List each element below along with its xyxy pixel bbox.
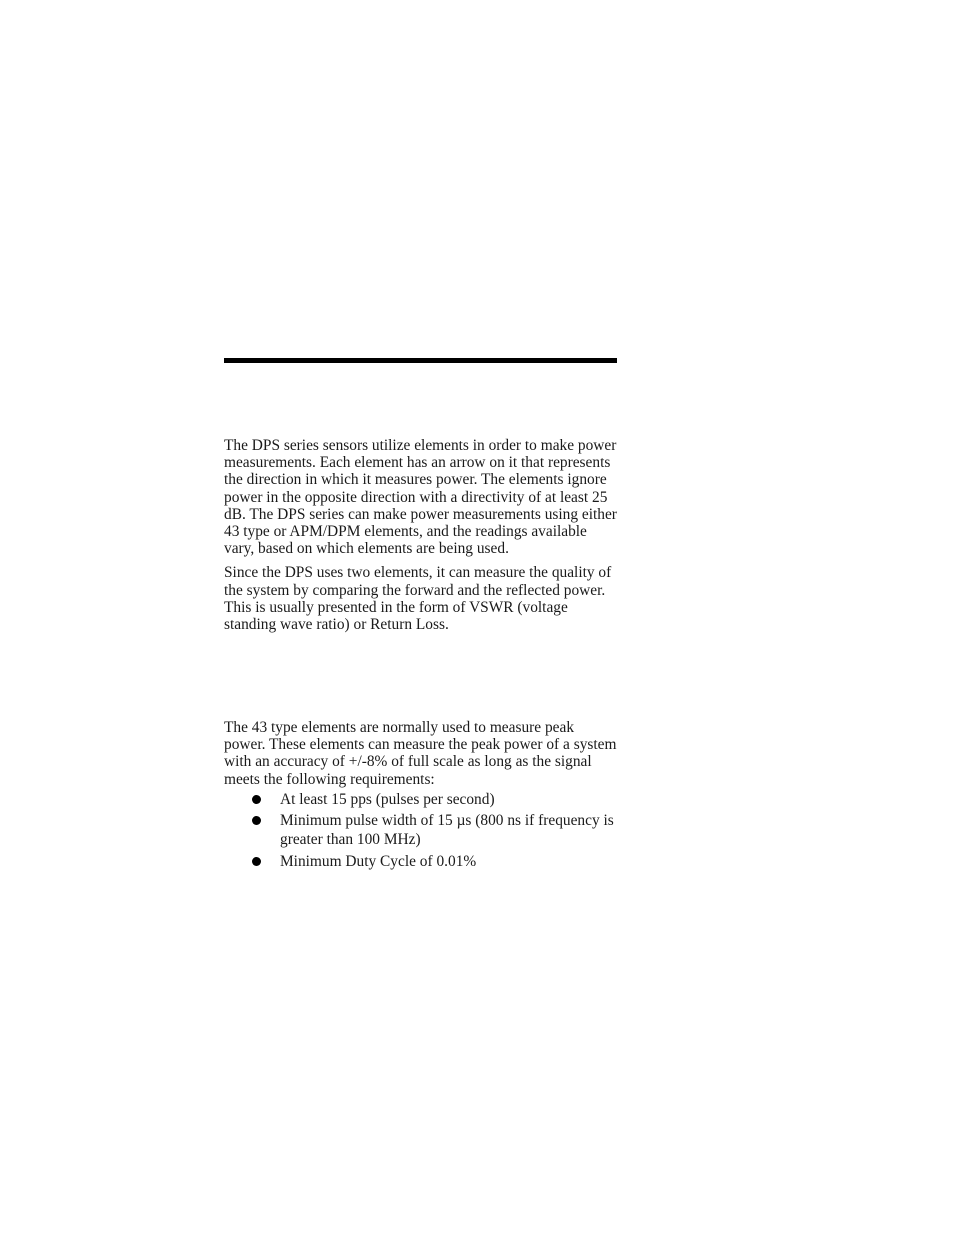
bullet-icon	[252, 795, 261, 804]
requirements-list	[224, 790, 619, 871]
list-item	[224, 811, 619, 849]
list-item-text: Minimum pulse width of 15 µs (800 ns if frequency is greater than 100 MHz)	[280, 812, 614, 849]
list-item-text: At least 15 pps (pulses per second)	[280, 790, 495, 808]
list-item	[224, 790, 619, 809]
list-item-text: Minimum Duty Cycle of 0.01%	[280, 852, 477, 870]
heading-rule	[224, 358, 617, 363]
list-item	[224, 852, 619, 871]
bullet-icon	[252, 816, 261, 825]
body-paragraph: The DPS series sensors utilize elements in order to make power measurements. Each element has an arrow on it that represents the direction in which it measures power. The elements ignore power in the opposite direction with a directivity of at least 25 dB. The DPS series can make power measurements using either 43 type or APM/DPM elements, and the readings available vary, based on which elements are being used.	[224, 437, 617, 558]
body-paragraph: Since the DPS uses two elements, it can measure the quality of the system by comparing the forward and the reflected power. This is usually presented in the form of VSWR (voltage standing wave ratio) or Return Loss.	[224, 564, 612, 634]
body-paragraph: The 43 type elements are normally used to measure peak power. These elements can measure the peak power of a system with an accuracy of +/-8% of full scale as long as the signal meets the following requirements:	[224, 719, 617, 788]
section-43-type-elements	[224, 719, 619, 873]
bullet-icon	[252, 857, 261, 866]
section-elements-overview	[224, 437, 619, 633]
